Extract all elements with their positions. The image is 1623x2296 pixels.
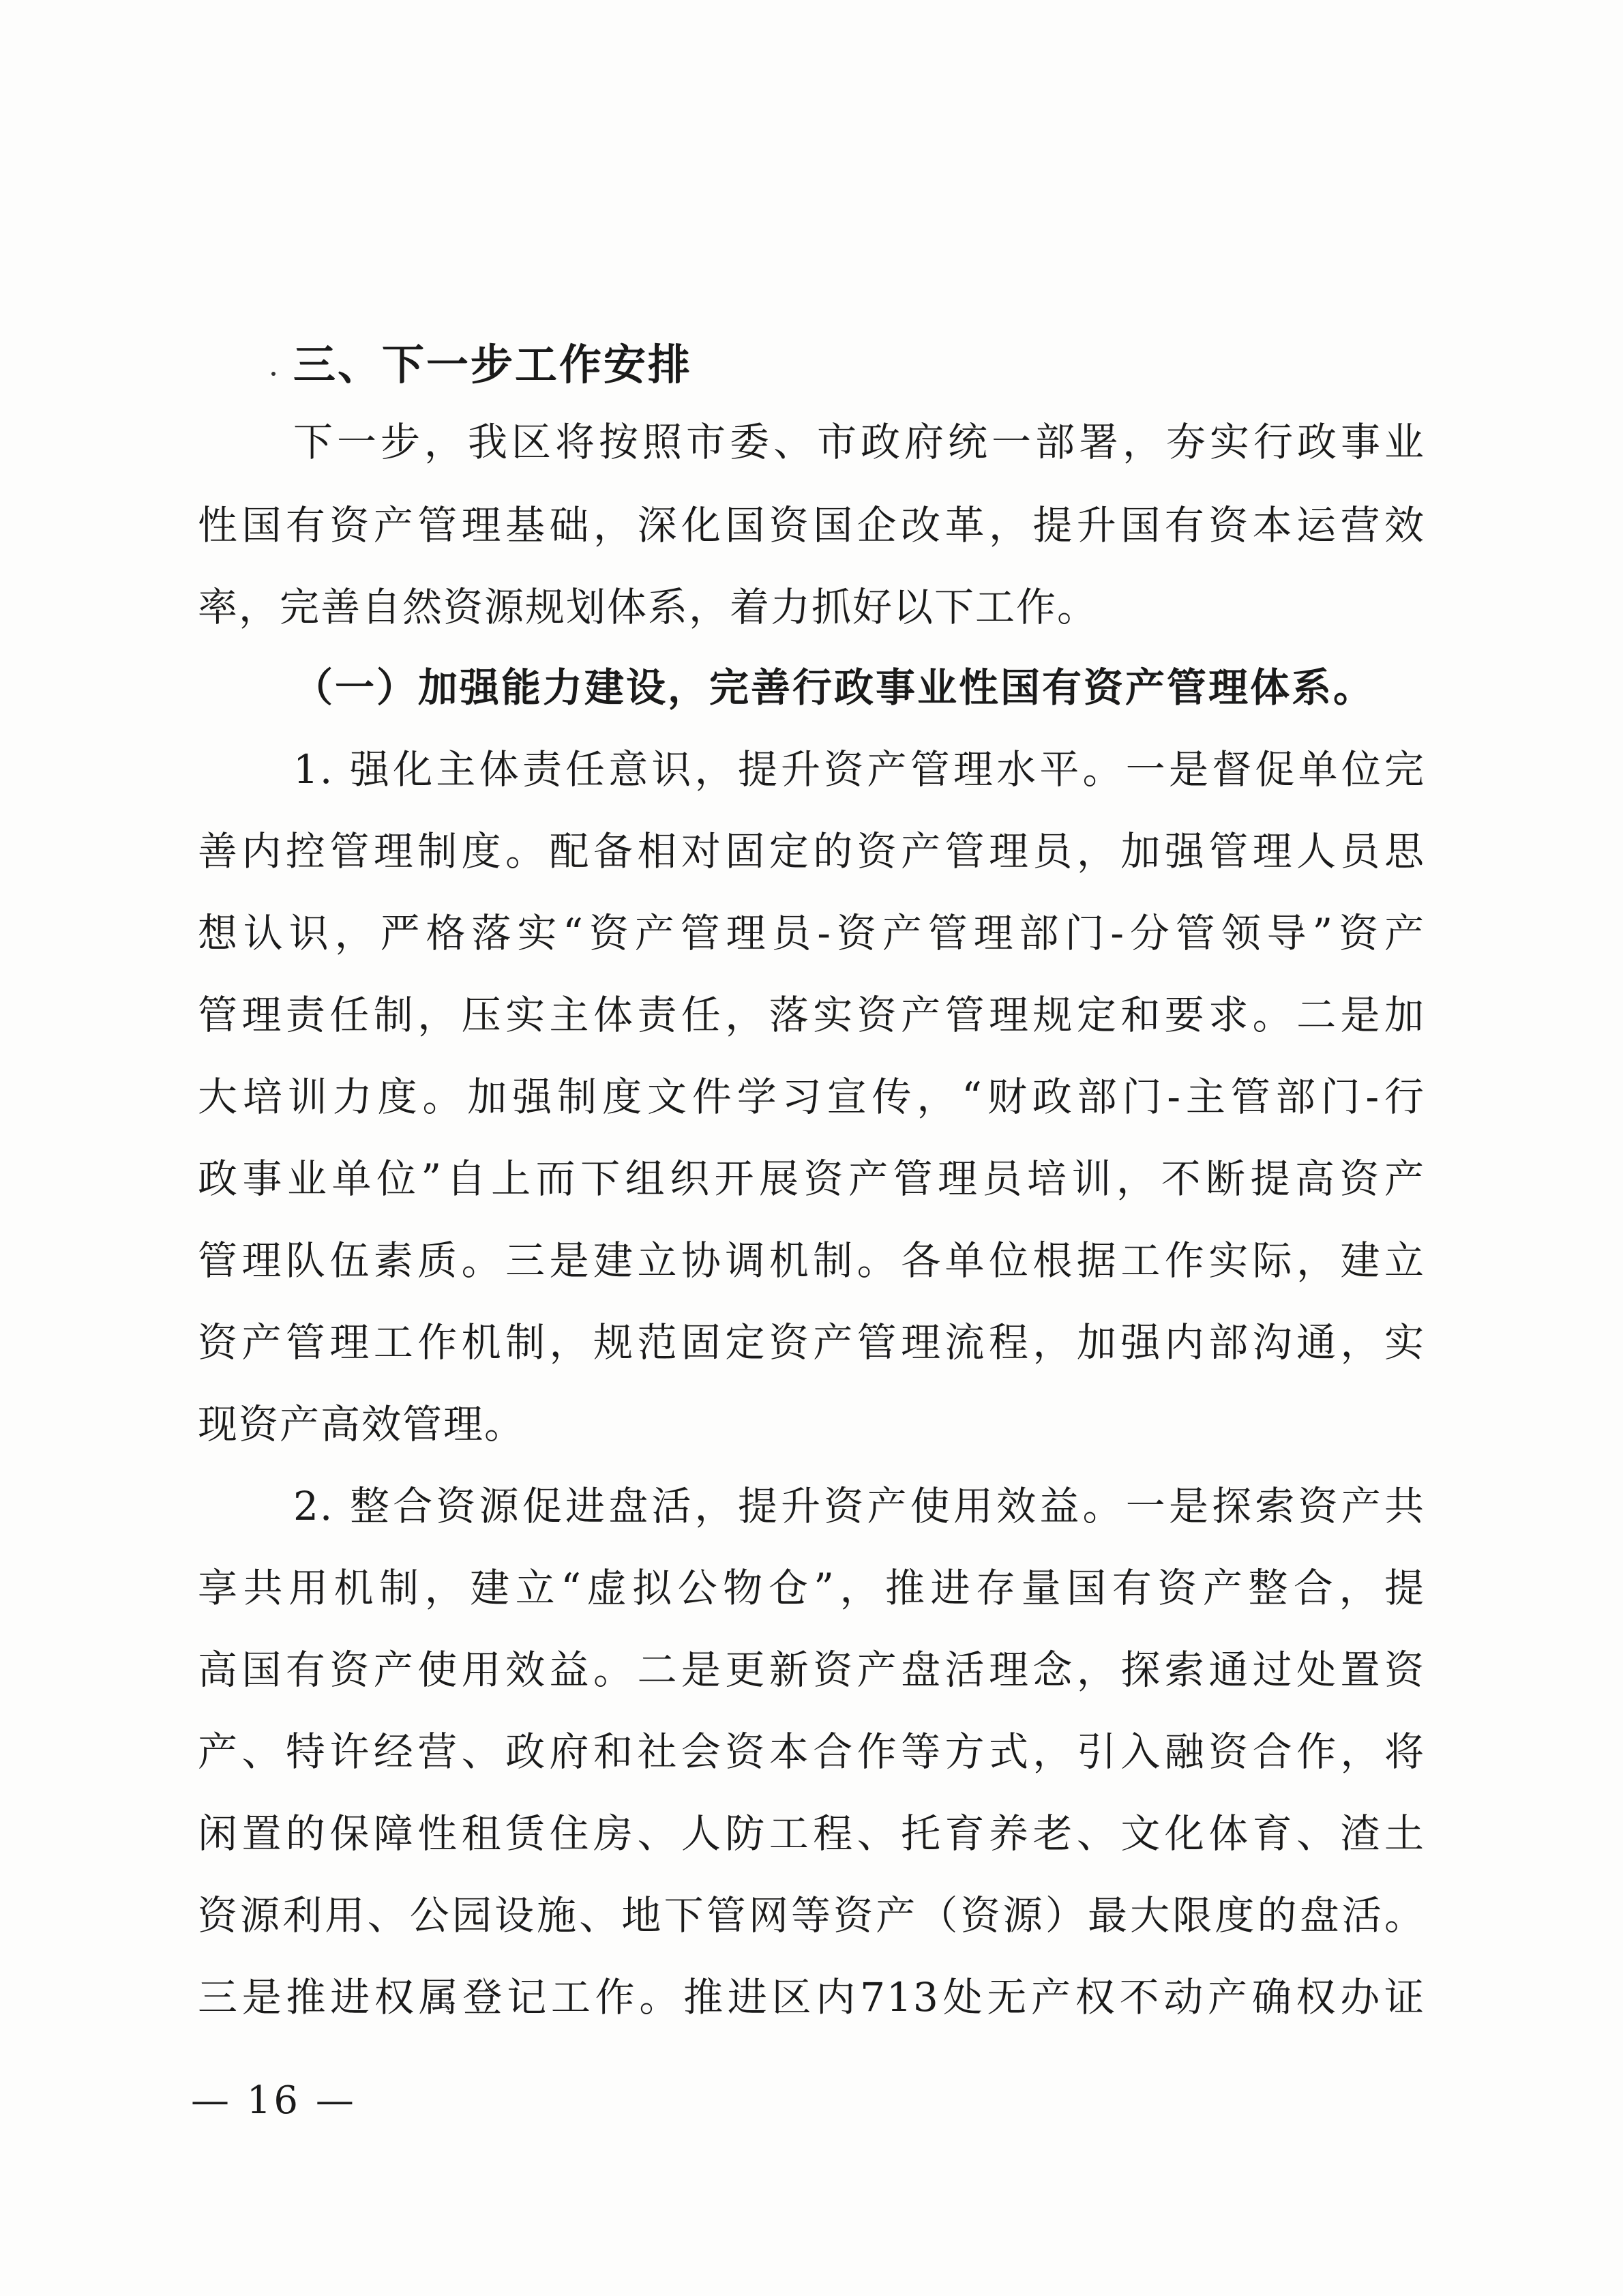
item2-line-2: 享共用机制，建立“虚拟公物仓”，推进存量国有资产整合，提 [198,1565,1425,1611]
section-heading: 三、下一步工作安排 [293,340,693,389]
item1-line-2: 善内控管理制度。配备相对固定的资产管理员，加强管理人员思 [198,828,1425,874]
item1-line-1: 1. 强化主体责任意识，提升资产管理水平。一是督促单位完 [293,746,1425,793]
item1-line-9: 现资产高效管理。 [198,1401,526,1447]
item1-line-8: 资产管理工作机制，规范固定资产管理流程，加强内部沟通，实 [198,1319,1425,1366]
item2-line-1: 2. 整合资源促进盘活，提升资产使用效益。一是探索资产共 [293,1483,1425,1529]
item1-line-6: 政事业单位”自上而下组织开展资产管理员培训，不断提高资产 [198,1156,1425,1202]
item2-line-3: 高国有资产使用效益。二是更新资产盘活理念，探索通过处置资 [198,1647,1425,1693]
intro-line-2: 性国有资产管理基础，深化国资国企改革，提升国有资本运营效 [198,502,1425,548]
sub-heading-1: （一）加强能力建设，完善行政事业性国有资产管理体系。 [293,664,1375,711]
item2-line-6: 资源利用、公园设施、地下管网等资产（资源）最大限度的盘活。 [198,1892,1425,1939]
intro-line-1: 下一步，我区将按照市委、市政府统一部署，夯实行政事业 [293,419,1425,465]
item1-line-4: 管理责任制，压实主体责任，落实资产管理规定和要求。二是加 [198,992,1425,1038]
item2-line-7: 三是推进权属登记工作。推进区内713处无产权不动产确权办证 [198,1974,1425,2020]
item2-line-5: 闲置的保障性租赁住房、人防工程、托育养老、文化体育、渣土 [198,1810,1425,1857]
item2-line-4: 产、特许经营、政府和社会资本合作等方式，引入融资合作，将 [198,1728,1425,1775]
intro-line-3: 率，完善自然资源规划体系，着力抓好以下工作。 [198,584,1099,630]
item1-line-3: 想认识，严格落实“资产管理员-资产管理部门-分管领导”资产 [198,910,1425,956]
item1-line-5: 大培训力度。加强制度文件学习宣传，“财政部门-主管部门-行 [198,1074,1425,1120]
page-number: — 16 — [191,2078,357,2123]
scan-mark [271,372,276,376]
item1-line-7: 管理队伍素质。三是建立协调机制。各单位根据工作实际，建立 [198,1237,1425,1284]
